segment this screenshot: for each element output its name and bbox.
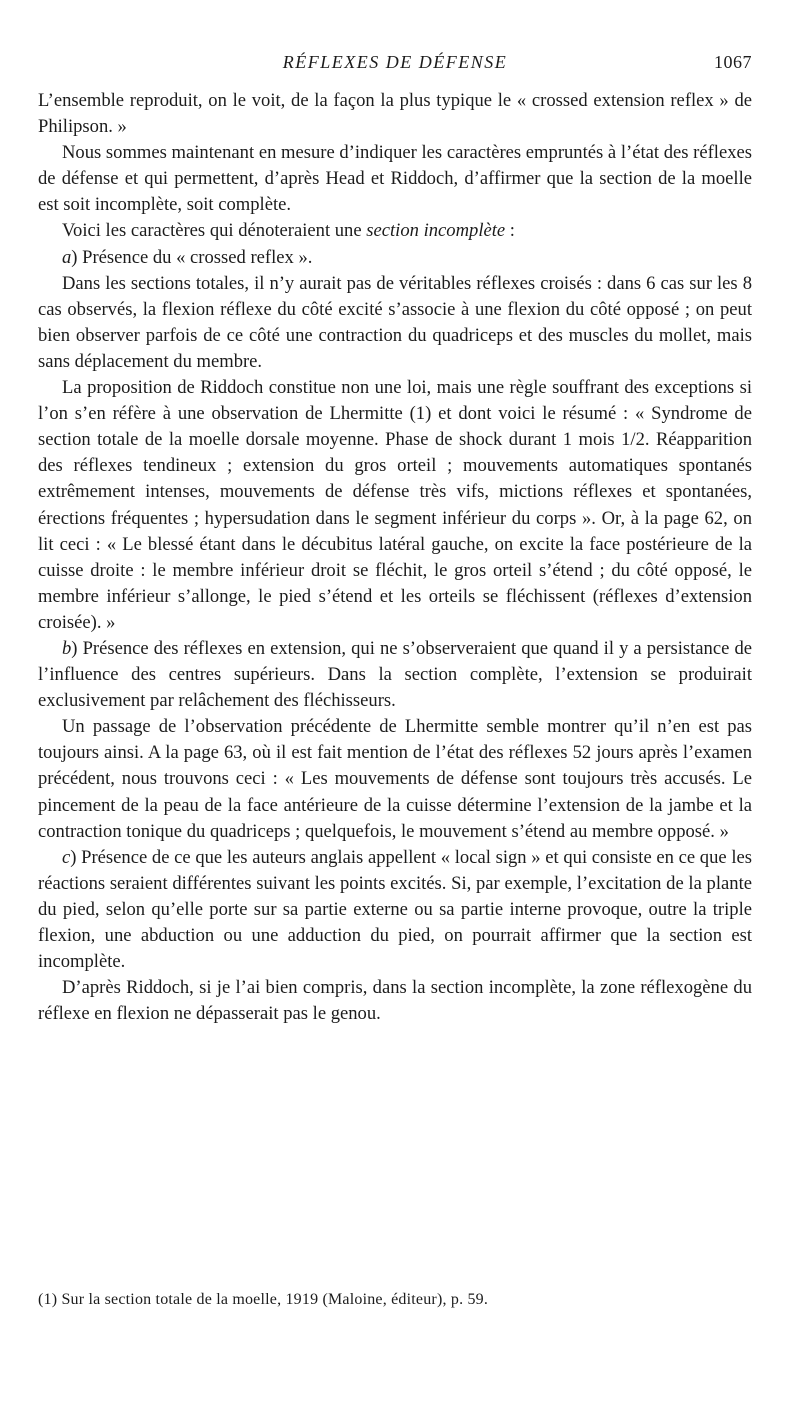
running-header [38, 46, 752, 80]
section-incomplete-emphasis: section incomplète [366, 220, 506, 242]
paragraph-4-text: ) Présence du « crossed reflex ». [71, 246, 313, 268]
page-number: 1067 [714, 52, 752, 72]
body-text [38, 88, 752, 1027]
book-page [38, 46, 752, 1416]
paragraph-2: Nous sommes maintenant en mesure d’indiquer les caractères empruntés à l’état des réflexes de défense et qui permettent, d’après Head et Riddoch, d’affirmer que la section de la moelle est soit incomplète, soit complète. [38, 142, 752, 216]
paragraph-3-tail: : [505, 220, 515, 242]
paragraph-3-lead: Voici les caractères qui dénoteraient une [62, 220, 367, 242]
item-label-c: c [62, 846, 71, 868]
item-label-b: b [62, 637, 72, 659]
item-label-a: a [62, 246, 72, 268]
paragraph-8: Un passage de l’observation précédente de Lhermitte semble montrer qu’il n’en est pas toujours ainsi. A la page 63, où il est fait mention de l’état des réflexes 52 jours après l’examen précédent, nous trouvons ceci : « Les mouvements de défense sont toujours très accusés. Le pincement de la peau de la face antérieure de la cuisse détermine l’extension de la jambe et la contraction tonique du quadriceps ; quelquefois, le mouvement s’étend au membre opposé. » [38, 716, 752, 842]
paragraph-9 [38, 845, 752, 975]
paragraph-7 [38, 636, 752, 714]
paragraph-7-text: ) Présence des réflexes en extension, qui ne s’observeraient que quand il y a persistance de l’influence des centres supérieurs. Dans la section complète, l’extension se produirait exclusivement par relâchement des fléchisseurs. [38, 637, 752, 712]
paragraph-6: La proposition de Riddoch constitue non une loi, mais une règle souffrant des exceptions si l’on s’en réfère à une observation de Lhermitte (1) et dont voici le résumé : « Syndrome de section totale de la moelle dorsale moyenne. Phase de shock durant 1 mois 1/2. Réapparition des réflexes tendineux ; extension du gros orteil ; mouvements automatiques spontanés extrêmement intenses, mouvements de défense très vifs, mictions réflexes et spontanées, érections fréquentes ; hypersudation dans le segment inférieur du corps ». Or, à la page 62, on lit ceci : « Le blessé étant dans le décubitus latéral gauche, on excite la face postérieure de la cuisse droite : le membre inférieur droit se fléchit, le gros orteil s’étend ; du côté opposé, le membre inférieur s’allonge, le pied s’étend et les orteils se fléchissent (réflexes d’extension croisée). » [38, 377, 752, 633]
paragraph-3 [38, 218, 752, 244]
footnote: (1) Sur la section totale de la moelle, 1919 (Maloine, éditeur), p. 59. [38, 1291, 489, 1308]
paragraph-4 [38, 245, 752, 271]
paragraph-5: Dans les sections totales, il n’y aurait pas de véritables réflexes croisés : dans 6 cas sur les 8 cas observés, la flexion réflexe du côté excité s’associe à une flexion du côté opposé ; on peut bien observer parfois de ce côté une contraction du quadriceps et des muscles du mollet, mais sans déplacement du membre. [38, 272, 752, 372]
paragraph-9-text: ) Présence de ce que les auteurs anglais appellent « local sign » et qui consiste en ce que les réactions seraient différentes suivant les points excités. Si, par exemple, l’excitation de la plante du pied, selon qu’elle porte sur sa partie externe ou sa partie interne provoque, outre la triple flexion, une abduction ou une adduction du pied, on pourrait affirmer que la section est incomplète. [38, 846, 752, 973]
paragraph-1: L’ensemble reproduit, on le voit, de la façon la plus typique le « crossed extension reflex » de Philipson. » [38, 90, 752, 138]
running-title: RÉFLEXES DE DÉFENSE [282, 52, 508, 72]
paragraph-10: D’après Riddoch, si je l’ai bien compris, dans la section incomplète, la zone réflexogène du réflexe en flexion ne dépasserait pas le genou. [38, 977, 752, 1025]
